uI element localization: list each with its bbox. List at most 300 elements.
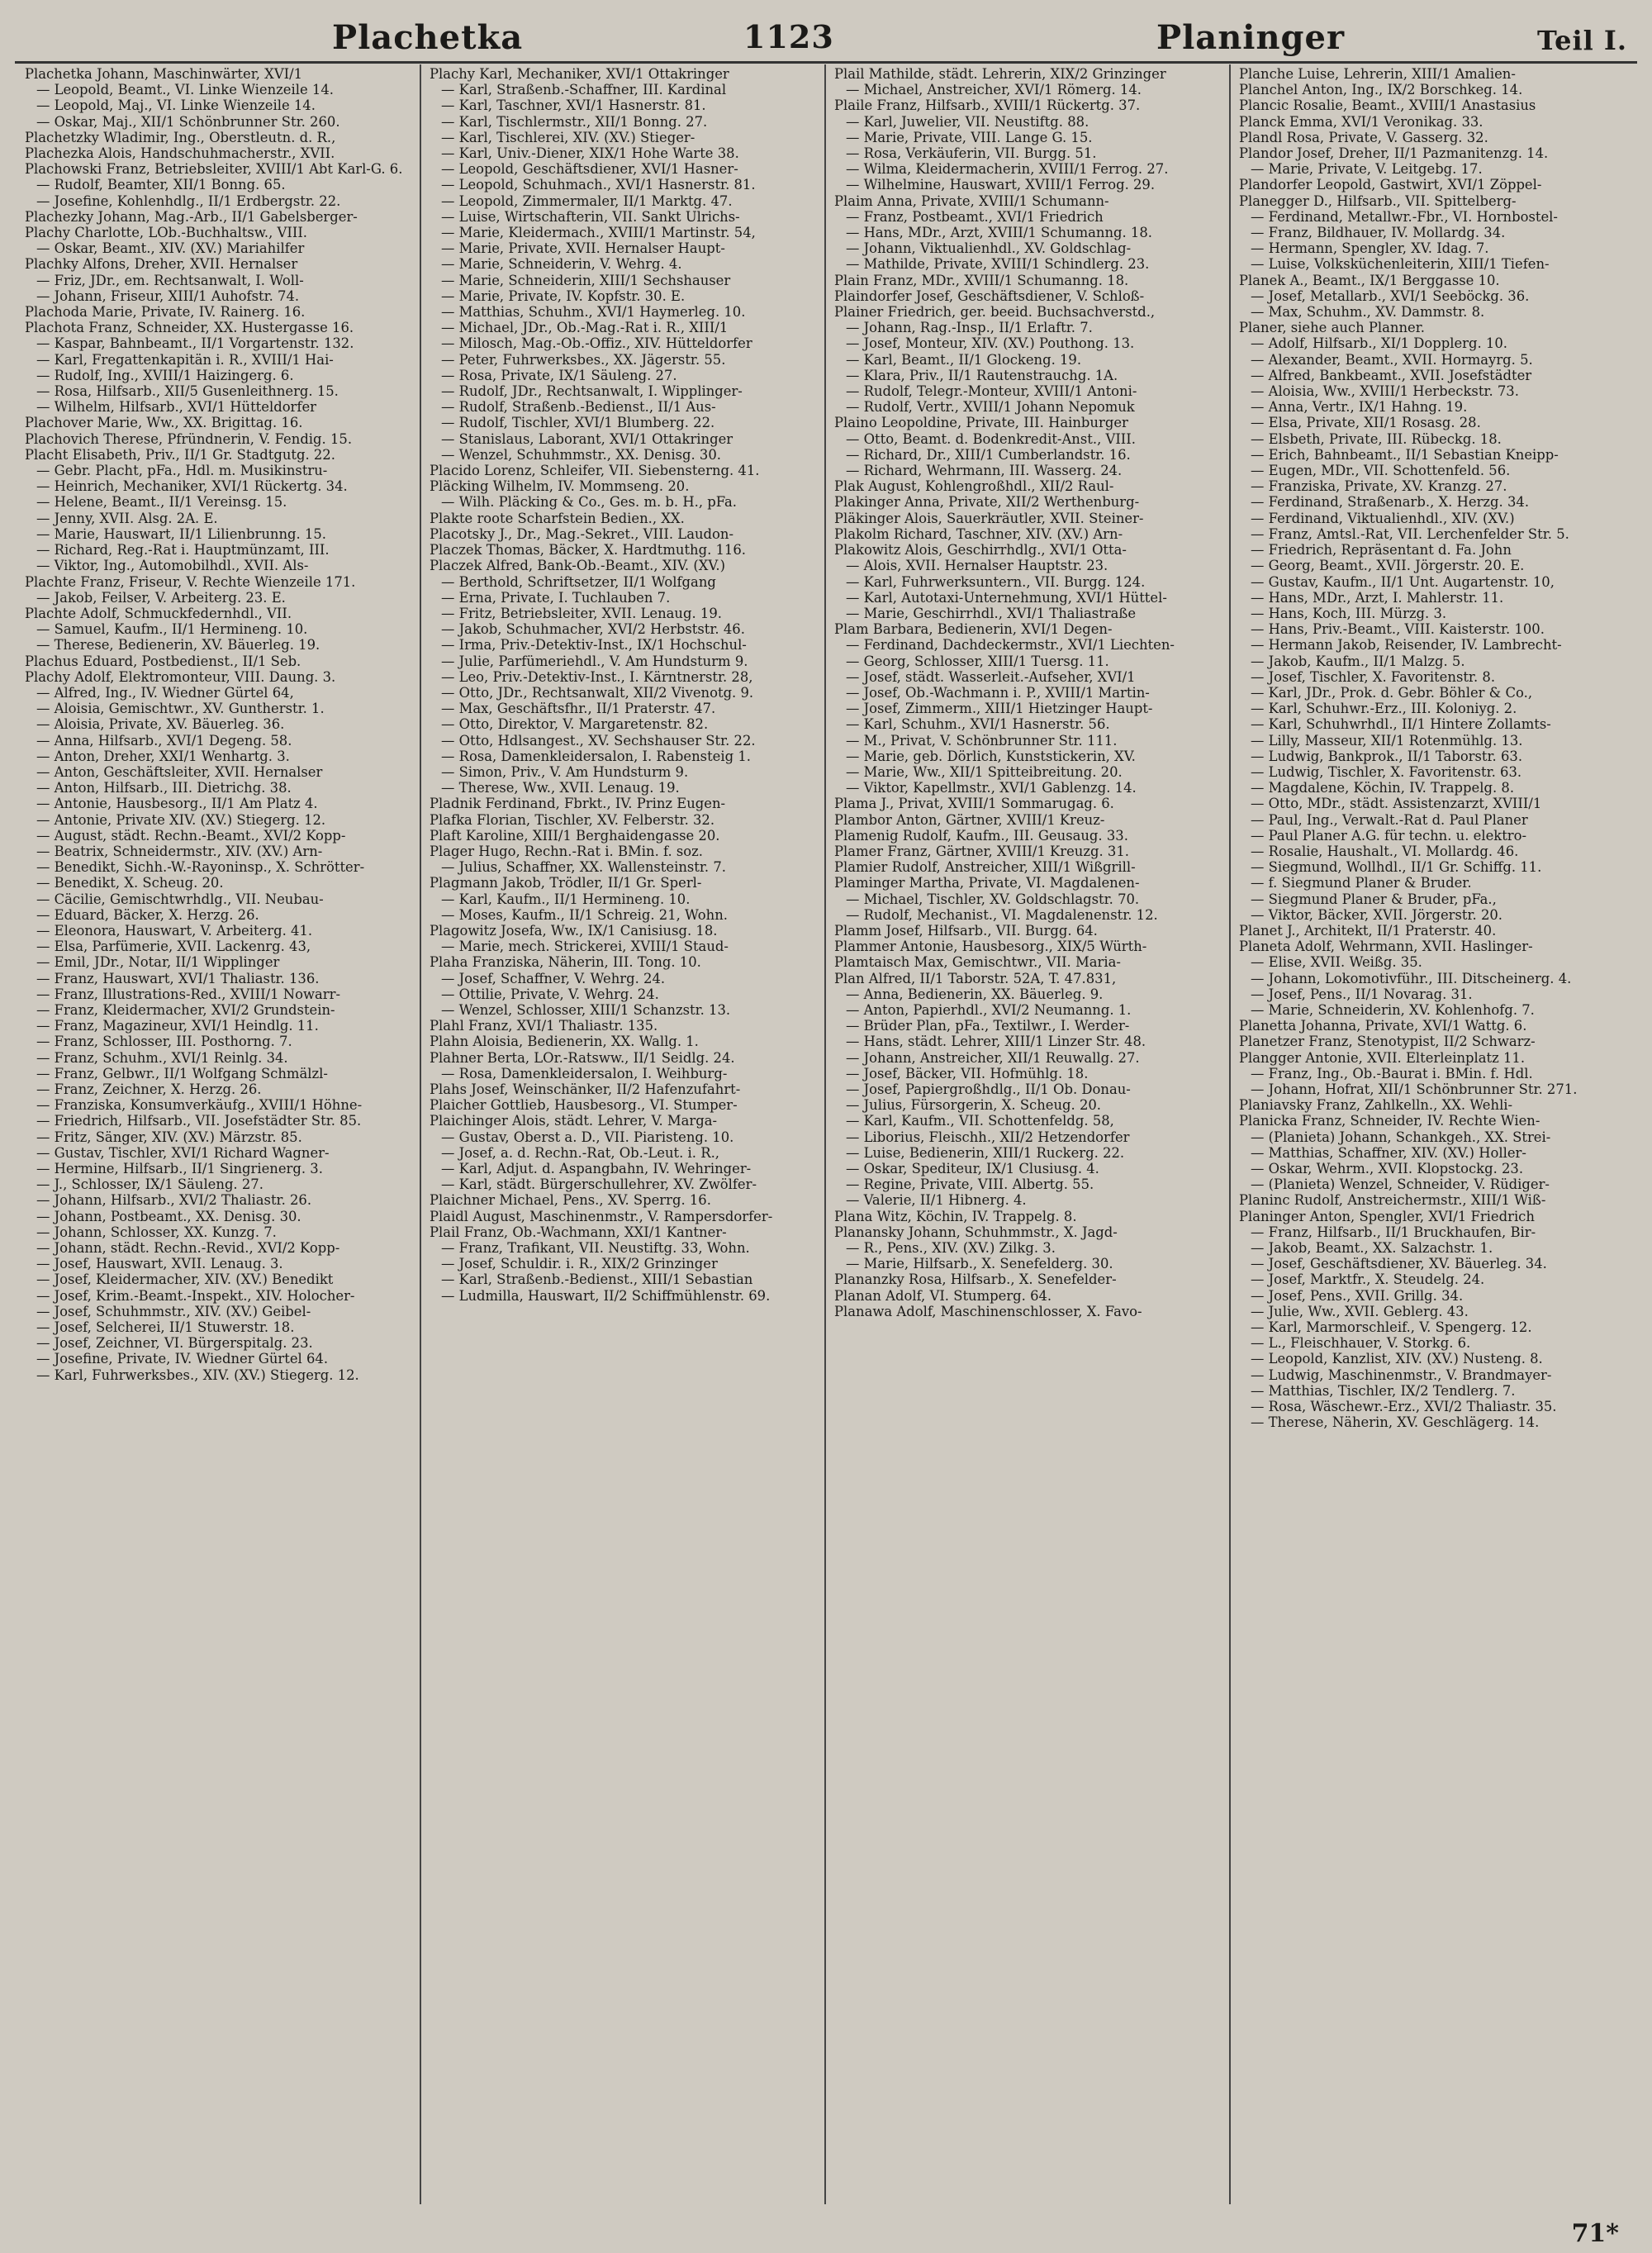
directory-entry: — Jakob, Beamt., XX. Salzachstr. 1. xyxy=(1251,1240,1493,1257)
directory-entry: — M., Privat, V. Schönbrunner Str. 111. xyxy=(846,732,1118,749)
directory-entry: — Hermann, Spengler, XV. Idag. 7. xyxy=(1251,240,1489,257)
directory-entry: Plain Franz, MDr., XVIII/1 Schumanng. 18. xyxy=(834,272,1129,288)
directory-entry: — Julius, Schaffner, XX. Wallensteinstr. 7. xyxy=(441,859,726,876)
directory-entry: — Marie, Schneiderin, XV. Kohlenhofg. 7. xyxy=(1251,1001,1535,1018)
column-divider xyxy=(420,64,421,2204)
directory-entry: — Rudolf, Tischler, XVI/1 Blumberg. 22. xyxy=(441,415,715,431)
directory-entry: — Matthias, Schaffner, XIV. (XV.) Holler- xyxy=(1251,1144,1526,1161)
directory-entry: Placzek Alfred, Bank-Ob.-Beamt., XIV. (XV.) xyxy=(430,558,725,574)
directory-entry: — Georg, Schlosser, XIII/1 Tuersg. 11. xyxy=(846,653,1109,669)
directory-entry: — Simon, Priv., V. Am Hundsturm 9. xyxy=(441,763,689,780)
directory-entry: — Rosalie, Haushalt., VI. Mollardg. 46. xyxy=(1251,843,1519,859)
directory-entry: Plangger Antonie, XVII. Elterleinplatz 11. xyxy=(1239,1049,1526,1066)
directory-entry: — Oskar, Wehrm., XVII. Klopstockg. 23. xyxy=(1251,1161,1524,1177)
directory-entry: — Hans, städt. Lehrer, XIII/1 Linzer Str. 48. xyxy=(846,1034,1146,1050)
directory-entry: — Franz, Bildhauer, IV. Mollardg. 34. xyxy=(1251,225,1506,241)
directory-entry: — Anton, Geschäftsleiter, XVII. Hernalser xyxy=(36,763,323,780)
directory-entry: Plager Hugo, Rechn.-Rat i. BMin. f. soz. xyxy=(430,843,704,859)
directory-entry: Planche Luise, Lehrerin, XIII/1 Amalien- xyxy=(1239,66,1516,82)
directory-entry: — Franz, Kleidermacher, XVI/2 Grundstein- xyxy=(36,1001,335,1018)
directory-entry: — Franz, Gelbwr., II/1 Wolfgang Schmälzl- xyxy=(36,1065,328,1081)
directory-entry: — Josef, Hauswart, XVII. Lenaug. 3. xyxy=(36,1256,283,1272)
directory-entry: Plachezky Johann, Mag.-Arb., II/1 Gabelsberger- xyxy=(25,208,358,225)
directory-entry: Plammer Antonie, Hausbesorg., XIX/5 Würth- xyxy=(834,939,1147,955)
directory-entry: — Richard, Reg.-Rat i. Hauptmünzamt, III. xyxy=(36,542,330,558)
directory-entry: — Jenny, XVII. Alsg. 2A. E. xyxy=(36,510,218,526)
directory-entry: Plambor Anton, Gärtner, XVIII/1 Kreuz- xyxy=(834,811,1105,828)
directory-entry: — Franz, Hauswart, XVI/1 Thaliastr. 136. xyxy=(36,970,320,986)
directory-entry: — Ludwig, Bankprok., II/1 Taborstr. 63. xyxy=(1251,748,1523,764)
directory-entry: — Johann, Friseur, XIII/1 Auhofstr. 74. xyxy=(36,288,300,304)
directory-entry: — Josef, Ob.-Wachmann i. P., XVIII/1 Martin- xyxy=(846,684,1150,701)
part-label: Teil I. xyxy=(1536,25,1627,56)
directory-entry: — Aloisia, Ww., XVIII/1 Herbeckstr. 73. xyxy=(1251,383,1519,400)
directory-entry: Planiavsky Franz, Zahlkelln., XX. Wehli- xyxy=(1239,1097,1513,1114)
directory-entry: Plamenig Rudolf, Kaufm., III. Geusaug. 33. xyxy=(834,827,1128,844)
directory-entry: — Siegmund Planer & Bruder, pFa., xyxy=(1251,891,1497,907)
directory-entry: Plaft Karoline, XIII/1 Berghaidengasse 20. xyxy=(430,827,720,844)
directory-entry: — Rudolf, Vertr., XVIII/1 Johann Nepomuk xyxy=(846,399,1135,416)
directory-entry: — Josef, Kleidermacher, XIV. (XV.) Benedikt xyxy=(36,1271,334,1288)
directory-entry: Plaha Franziska, Näherin, III. Tong. 10. xyxy=(430,954,701,971)
directory-entry: — Leo, Priv.-Detektiv-Inst., I. Kärntnerstr. 28, xyxy=(441,668,753,685)
directory-entry: Plail Mathilde, städt. Lehrerin, XIX/2 Grinzinger xyxy=(834,66,1166,82)
directory-entry: — Regine, Private, VIII. Albertg. 55. xyxy=(846,1176,1094,1193)
directory-entry: — Magdalene, Köchin, IV. Trappelg. 8. xyxy=(1251,780,1515,796)
directory-entry: Plagmann Jakob, Trödler, II/1 Gr. Sperl- xyxy=(430,875,702,891)
directory-entry: — Hermann Jakob, Reisender, IV. Lambrecht- xyxy=(1251,637,1562,654)
directory-entry: — Max, Geschäftsfhr., II/1 Praterstr. 47. xyxy=(441,701,716,717)
directory-entry: Plachy Charlotte, LOb.-Buchhaltsw., VIII. xyxy=(25,225,308,241)
directory-entry: — Josefine, Kohlenhdlg., II/1 Erdbergstr. 22. xyxy=(36,193,341,209)
directory-entry: — Therese, Bedienerin, XV. Bäuerleg. 19. xyxy=(36,637,320,654)
directory-entry: — Cäcilie, Gemischtwrhdlg., VII. Neubau- xyxy=(36,891,324,907)
directory-entry: Plaidl August, Maschinenmstr., V. Rampersdorfer- xyxy=(430,1208,773,1224)
directory-entry: — Leopold, Beamt., VI. Linke Wienzeile 14. xyxy=(36,82,334,98)
directory-entry: — Rosa, Damenkleidersalon, I. Weihburg- xyxy=(441,1065,728,1081)
directory-entry: — Franz, Amtsl.-Rat, VII. Lerchenfelder Str. 5. xyxy=(1251,525,1569,542)
directory-entry: Pläkinger Alois, Sauerkräutler, XVII. Steiner- xyxy=(834,510,1144,526)
directory-entry: Plahs Josef, Weinschänker, II/2 Hafenzufahrt- xyxy=(430,1081,741,1097)
directory-entry: — Luise, Bedienerin, XIII/1 Ruckerg. 22. xyxy=(846,1144,1125,1161)
directory-entry: — Otto, JDr., Rechtsanwalt, XII/2 Vivenotg. 9. xyxy=(441,684,754,701)
directory-entry: — Johann, Viktualienhdl., XV. Goldschlag- xyxy=(846,240,1132,257)
directory-entry: — Josef, Zeichner, VI. Bürgerspitalg. 23. xyxy=(36,1335,313,1352)
directory-entry: Plachy Adolf, Elektromonteur, VIII. Daung. 3. xyxy=(25,668,336,685)
directory-entry: — Anna, Bedienerin, XX. Bäuerleg. 9. xyxy=(846,986,1104,1002)
directory-entry: — Friedrich, Repräsentant d. Fa. John xyxy=(1251,542,1512,558)
directory-entry: — Franz, Magazineur, XVI/1 Heindlg. 11. xyxy=(36,1018,319,1034)
directory-entry: — Oskar, Maj., XII/1 Schönbrunner Str. 260. xyxy=(36,113,340,130)
directory-entry: — Irma, Priv.-Detektiv-Inst., IX/1 Hochschul- xyxy=(441,637,747,654)
directory-entry: — Ludwig, Maschinenmstr., V. Brandmayer- xyxy=(1251,1367,1552,1383)
directory-entry: Plachetzky Wladimir, Ing., Oberstleutn. d. R., xyxy=(25,129,336,145)
directory-entry: Planer, siehe auch Planner. xyxy=(1239,320,1425,336)
directory-entry: — Jakob, Feilser, V. Arbeiterg. 23. E. xyxy=(36,589,286,606)
directory-entry: — Siegmund, Wollhdl., II/1 Gr. Schiffg. 11. xyxy=(1251,859,1542,876)
directory-entry: — Jakob, Kaufm., II/1 Malzg. 5. xyxy=(1251,653,1465,669)
directory-entry: — Ludwig, Tischler, X. Favoritenstr. 63. xyxy=(1251,763,1522,780)
directory-entry: — Ferdinand, Viktualienhdl., XIV. (XV.) xyxy=(1251,510,1515,526)
directory-entry: — Rudolf, Mechanist., VI. Magdalenenstr. 12. xyxy=(846,906,1158,923)
directory-entry: Planan Adolf, VI. Stumperg. 64. xyxy=(834,1287,1052,1304)
directory-entry: — Karl, Straßenb.-Schaffner, III. Kardinal xyxy=(441,82,727,98)
directory-entry: — Karl, Fuhrwerksbes., XIV. (XV.) Stiegerg. 12. xyxy=(36,1367,359,1383)
directory-entry: Planetzer Franz, Stenotypist, II/2 Schwarz- xyxy=(1239,1034,1536,1050)
directory-entry: Placido Lorenz, Schleifer, VII. Siebensterng. 41. xyxy=(430,463,760,479)
directory-entry: — Erna, Private, I. Tuchlauben 7. xyxy=(441,589,671,606)
directory-entry: Planck Emma, XVI/1 Veronikag. 33. xyxy=(1239,113,1483,130)
directory-entry: — Hans, MDr., Arzt, I. Mahlerstr. 11. xyxy=(1251,589,1504,606)
directory-entry: Plachte Franz, Friseur, V. Rechte Wienzeile 171. xyxy=(25,573,356,590)
directory-entry: — Anna, Vertr., IX/1 Hahng. 19. xyxy=(1251,399,1468,416)
directory-entry: — Beatrix, Schneidermstr., XIV. (XV.) Arn- xyxy=(36,843,323,859)
directory-entry: Pläcking Wilhelm, IV. Mommseng. 20. xyxy=(430,478,690,495)
directory-entry: — Johann, Rag.-Insp., II/1 Erlaftr. 7. xyxy=(846,320,1093,336)
directory-entry: Plaichinger Alois, städt. Lehrer, V. Marga- xyxy=(430,1113,718,1129)
directory-column-3 xyxy=(834,66,1224,2198)
directory-entry: — Franz, Illustrations-Red., XVIII/1 Nowarr- xyxy=(36,986,340,1002)
directory-entry: Plandor Josef, Dreher, II/1 Pazmanitenzg. 14. xyxy=(1239,145,1549,162)
directory-entry: — Lilly, Masseur, XII/1 Rotenmühlg. 13. xyxy=(1251,732,1523,749)
directory-entry: Plandorfer Leopold, Gastwirt, XVI/1 Zöppel- xyxy=(1239,177,1542,193)
directory-entry: — Rudolf, Telegr.-Monteur, XVIII/1 Antoni- xyxy=(846,383,1137,400)
directory-entry: — Max, Schuhm., XV. Dammstr. 8. xyxy=(1251,304,1485,321)
directory-entry: — Marie, geb. Dörlich, Kunststickerin, XV. xyxy=(846,748,1136,764)
directory-entry: — Paul, Ing., Verwalt.-Rat d. Paul Planer xyxy=(1251,811,1528,828)
directory-entry: Plaindorfer Josef, Geschäftsdiener, V. Schloß- xyxy=(834,288,1145,304)
directory-entry: — Ferdinand, Metallwr.-Fbr., VI. Hornbostel- xyxy=(1251,208,1558,225)
directory-entry: — Josef, Pens., XVII. Grillg. 34. xyxy=(1251,1287,1464,1304)
running-head-first-entry: Plachetka xyxy=(332,18,524,57)
directory-entry: — Viktor, Bäcker, XVII. Jörgerstr. 20. xyxy=(1251,906,1503,923)
directory-entry: — Karl, Taschner, XVI/1 Hasnerstr. 81. xyxy=(441,97,706,114)
directory-entry: — Matthias, Schuhm., XVI/1 Haymerleg. 10. xyxy=(441,304,746,321)
directory-entry: — Hans, Priv.-Beamt., VIII. Kaisterstr. 100. xyxy=(1251,621,1545,638)
page-signature: 71* xyxy=(1571,2219,1619,2248)
directory-entry: — Anna, Hilfsarb., XVI/1 Degeng. 58. xyxy=(36,732,292,749)
directory-entry: — Rudolf, JDr., Rechtsanwalt, I. Wipplinger- xyxy=(441,383,743,400)
directory-entry: Plaino Leopoldine, Private, III. Hainburger xyxy=(834,415,1128,431)
directory-entry: — Otto, Hdlsangest., XV. Sechshauser Str. 22. xyxy=(441,732,756,749)
directory-entry: Plagowitz Josefa, Ww., IX/1 Canisiusg. 18. xyxy=(430,922,718,939)
directory-entry: — Viktor, Kapellmstr., XVI/1 Gablenzg. 14. xyxy=(846,780,1137,796)
directory-entry: — Josef, Schaffner, V. Wehrg. 24. xyxy=(441,970,666,986)
directory-entry: Plaicher Gottlieb, Hausbesorg., VI. Stumper- xyxy=(430,1097,738,1114)
directory-entry: Plaichner Michael, Pens., XV. Sperrg. 16. xyxy=(430,1192,711,1209)
directory-entry: — Alfred, Ing., IV. Wiedner Gürtel 64, xyxy=(36,684,294,701)
directory-entry: Pladnik Ferdinand, Fbrkt., IV. Prinz Eugen- xyxy=(430,796,726,812)
directory-entry: — Oskar, Spediteur, IX/1 Clusiusg. 4. xyxy=(846,1161,1099,1177)
directory-entry: Plancic Rosalie, Beamt., XVIII/1 Anastasius xyxy=(1239,97,1536,114)
directory-entry: — Julie, Ww., XVII. Geblerg. 43. xyxy=(1251,1303,1469,1319)
directory-entry: Plaile Franz, Hilfsarb., XVIII/1 Rückertg. 37. xyxy=(834,97,1141,114)
directory-entry: — Aloisia, Private, XV. Bäuerleg. 36. xyxy=(36,716,285,733)
directory-entry: — Hans, Koch, III. Mürzg. 3. xyxy=(1251,605,1447,621)
directory-entry: — Friedrich, Hilfsarb., VII. Josefstädter Str. 85. xyxy=(36,1113,362,1129)
directory-entry: — Berthold, Schriftsetzer, II/1 Wolfgang xyxy=(441,573,716,590)
directory-entry: — Rosa, Hilfsarb., XII/5 Gusenleithnerg. 15. xyxy=(36,383,339,400)
directory-entry: Plachky Alfons, Dreher, XVII. Hernalser xyxy=(25,256,298,273)
directory-entry: — Eleonora, Hauswart, V. Arbeiterg. 41. xyxy=(36,922,313,939)
directory-entry: Plakolm Richard, Taschner, XIV. (XV.) Arn- xyxy=(834,525,1123,542)
directory-entry: — Rudolf, Ing., XVIII/1 Haizingerg. 6. xyxy=(36,367,294,383)
directory-entry: Plachy Karl, Mechaniker, XVI/1 Ottakringer xyxy=(430,66,729,82)
column-divider xyxy=(1229,64,1231,2204)
directory-entry: — Hans, MDr., Arzt, XVIII/1 Schumanng. 18. xyxy=(846,225,1152,241)
directory-entry: — Alfred, Bankbeamt., XVII. Josefstädter xyxy=(1251,367,1532,383)
directory-entry: — Hermine, Hilfsarb., II/1 Singrienerg. 3. xyxy=(36,1161,323,1177)
directory-entry: — Brüder Plan, pFa., Textilwr., I. Werder- xyxy=(846,1018,1130,1034)
directory-entry: Plam Barbara, Bedienerin, XVI/1 Degen- xyxy=(834,621,1113,638)
directory-entry: — Josef, städt. Wasserleit.-Aufseher, XVI/1 xyxy=(846,668,1136,685)
directory-entry: — Helene, Beamt., II/1 Vereinsg. 15. xyxy=(36,494,287,511)
directory-entry: Plainer Friedrich, ger. beeid. Buchsachverstd., xyxy=(834,304,1156,321)
directory-entry: Plan Alfred, II/1 Taborstr. 52A, T. 47.831, xyxy=(834,970,1117,986)
directory-entry: — Josef, Geschäftsdiener, XV. Bäuerleg. 34. xyxy=(1251,1256,1547,1272)
directory-entry: — Viktor, Ing., Automobilhdl., XVII. Als- xyxy=(36,558,309,574)
directory-entry: Planet J., Architekt, II/1 Praterstr. 40. xyxy=(1239,922,1497,939)
directory-entry: — Marie, Geschirrhdl., XVI/1 Thaliastraße xyxy=(846,605,1137,621)
directory-entry: — Gustav, Kaufm., II/1 Unt. Augartenstr. 10, xyxy=(1251,573,1555,590)
directory-entry: — Franz, Zeichner, X. Herzg. 26. xyxy=(36,1081,262,1097)
directory-entry: — Michael, Anstreicher, XVI/1 Römerg. 14. xyxy=(846,82,1142,98)
directory-entry: — Jakob, Schuhmacher, XVI/2 Herbststr. 46. xyxy=(441,621,745,638)
directory-entry: Planetta Johanna, Private, XVI/1 Wattg. 6. xyxy=(1239,1018,1527,1034)
directory-entry: — Josef, Selcherei, II/1 Stuwerstr. 18. xyxy=(36,1319,295,1336)
directory-entry: — Karl, Kaufm., II/1 Hermineng. 10. xyxy=(441,891,691,907)
directory-entry: — Elsbeth, Private, III. Rübeckg. 18. xyxy=(1251,430,1502,447)
directory-entry: — Elsa, Parfümerie, XVII. Lackenrg. 43, xyxy=(36,939,311,955)
directory-entry: — Johann, Postbeamt., XX. Denisg. 30. xyxy=(36,1208,301,1224)
directory-entry: — Adolf, Hilfsarb., XI/1 Dopplerg. 10. xyxy=(1251,335,1507,352)
directory-entry: — Julius, Fürsorgerin, X. Scheug. 20. xyxy=(846,1097,1102,1114)
directory-entry: — Gustav, Tischler, XVI/1 Richard Wagner- xyxy=(36,1144,330,1161)
directory-entry: — Wenzel, Schuhmmstr., XX. Denisg. 30. xyxy=(441,446,721,463)
directory-entry: — Mathilde, Private, XVIII/1 Schindlerg. 23. xyxy=(846,256,1150,273)
directory-entry: — Therese, Näherin, XV. Geschlägerg. 14. xyxy=(1251,1414,1540,1431)
directory-entry: Plamtaisch Max, Gemischtwr., VII. Maria- xyxy=(834,954,1121,971)
directory-entry: — Marie, Private, XVII. Hernalser Haupt- xyxy=(441,240,725,257)
directory-entry: — Fritz, Sänger, XIV. (XV.) Märzstr. 85. xyxy=(36,1129,302,1145)
column-divider xyxy=(824,64,826,2204)
directory-entry: — Josefine, Private, IV. Wiedner Gürtel 64. xyxy=(36,1351,329,1367)
directory-column-1 xyxy=(25,66,415,2198)
directory-entry: — Paul Planer A.G. für techn. u. elektro- xyxy=(1251,827,1527,844)
directory-entry: — Karl, Kaufm., VII. Schottenfeldg. 58, xyxy=(846,1113,1114,1129)
directory-entry: Plahn Aloisia, Bedienerin, XX. Wallg. 1. xyxy=(430,1034,699,1050)
directory-entry: — Ottilie, Private, V. Wehrg. 24. xyxy=(441,986,659,1002)
directory-entry: Plachezka Alois, Handschuhmacherstr., XVII. xyxy=(25,145,335,162)
directory-entry: — Richard, Dr., XIII/1 Cumberlandstr. 16. xyxy=(846,446,1131,463)
directory-entry: — Karl, Tischlermstr., XII/1 Bonng. 27. xyxy=(441,113,708,130)
directory-entry: — Emil, JDr., Notar, II/1 Wipplinger xyxy=(36,954,280,971)
directory-entry: — Benedikt, Sichh.-W.-Rayoninsp., X. Schrötter- xyxy=(36,859,365,876)
directory-entry: — Karl, Univ.-Diener, XIX/1 Hohe Warte 38. xyxy=(441,145,739,162)
directory-entry: — Karl, Straßenb.-Bedienst., XIII/1 Sebastian xyxy=(441,1271,753,1288)
directory-entry: — Benedikt, X. Scheug. 20. xyxy=(36,875,224,891)
directory-entry: Plachota Franz, Schneider, XX. Hustergasse 16. xyxy=(25,320,354,336)
directory-entry: — Erich, Bahnbeamt., II/1 Sebastian Kneipp- xyxy=(1251,446,1559,463)
directory-entry: — Josef, Tischler, X. Favoritenstr. 8. xyxy=(1251,668,1496,685)
directory-entry: Plachoda Marie, Private, IV. Rainerg. 16. xyxy=(25,304,306,321)
directory-entry: — (Planieta) Wenzel, Schneider, V. Rüdiger- xyxy=(1251,1176,1550,1193)
directory-entry: — Liborius, Fleischh., XII/2 Hetzendorfer xyxy=(846,1129,1130,1145)
directory-entry: — Ferdinand, Dachdeckermstr., XVI/1 Liechten- xyxy=(846,637,1175,654)
directory-entry: Planek A., Beamt., IX/1 Berggasse 10. xyxy=(1239,272,1500,288)
directory-entry: Planeta Adolf, Wehrmann, XVII. Haslinger- xyxy=(1239,939,1533,955)
directory-entry: — Luise, Volksküchenleiterin, XIII/1 Tiefen- xyxy=(1251,256,1550,273)
directory-entry: — Josef, a. d. Rechn.-Rat, Ob.-Leut. i. R., xyxy=(441,1144,719,1161)
directory-entry: — (Planieta) Johann, Schankgeh., XX. Strei- xyxy=(1251,1129,1551,1145)
directory-entry: — Eduard, Bäcker, X. Herzg. 26. xyxy=(36,906,259,923)
directory-entry: — Rosa, Verkäuferin, VII. Burgg. 51. xyxy=(846,145,1097,162)
running-head-last-entry: Planinger xyxy=(1156,18,1346,57)
directory-entry: — Wenzel, Schlosser, XIII/1 Schanzstr. 13. xyxy=(441,1001,731,1018)
directory-entry: — Leopold, Maj., VI. Linke Wienzeile 14. xyxy=(36,97,316,114)
directory-entry: — Karl, Schuhwrhdl., II/1 Hintere Zollamts- xyxy=(1251,716,1551,733)
directory-entry: — Ludmilla, Hauswart, II/2 Schiffmühlenstr. 69. xyxy=(441,1287,771,1304)
directory-entry: Plachowski Franz, Betriebsleiter, XVIII/1 Abt Karl-G. 6. xyxy=(25,161,403,178)
directory-entry: — Elise, XVII. Weißg. 35. xyxy=(1251,954,1422,971)
directory-entry: Plafka Florian, Tischler, XV. Felberstr. 32. xyxy=(430,811,715,828)
directory-entry: — Antonie, Hausbesorg., II/1 Am Platz 4. xyxy=(36,796,318,812)
directory-entry: — Rosa, Damenkleidersalon, I. Rabensteig 1. xyxy=(441,748,751,764)
directory-entry: — Friz, JDr., em. Rechtsanwalt, I. Woll- xyxy=(36,272,304,288)
directory-entry: — Therese, Ww., XVII. Lenaug. 19. xyxy=(441,780,680,796)
directory-entry: Plana Witz, Köchin, IV. Trappelg. 8. xyxy=(834,1208,1077,1224)
directory-entry: — Moses, Kaufm., II/1 Schreig. 21, Wohn. xyxy=(441,906,728,923)
directory-entry: — Marie, Ww., XII/1 Spitteibreitung. 20. xyxy=(846,763,1123,780)
directory-entry: — Marie, Private, VIII. Lange G. 15. xyxy=(846,129,1093,145)
directory-entry: — Josef, Schuldir. i. R., XIX/2 Grinzinger xyxy=(441,1256,718,1272)
directory-entry: — Richard, Wehrmann, III. Wasserg. 24. xyxy=(846,463,1123,479)
directory-entry: — L., Fleischhauer, V. Storkg. 6. xyxy=(1251,1335,1471,1352)
directory-entry: — Karl, Juwelier, VII. Neustiftg. 88. xyxy=(846,113,1089,130)
directory-entry: — Milosch, Mag.-Ob.-Offiz., XIV. Hütteldorfer xyxy=(441,335,752,352)
directory-entry: — Luise, Wirtschafterin, VII. Sankt Ulrichs- xyxy=(441,208,740,225)
directory-entry: — Leopold, Geschäftsdiener, XVI/1 Hasner- xyxy=(441,161,738,178)
directory-entry: Plama J., Privat, XVIII/1 Sommarugag. 6. xyxy=(834,796,1114,812)
directory-entry: — Rosa, Private, IX/1 Säuleng. 27. xyxy=(441,367,677,383)
directory-entry: — Michael, JDr., Ob.-Mag.-Rat i. R., XIII/1 xyxy=(441,320,729,336)
directory-entry: — R., Pens., XIV. (XV.) Zilkg. 3. xyxy=(846,1240,1056,1257)
directory-entry: Planinc Rudolf, Anstreichermstr., XIII/1 Wiß- xyxy=(1239,1192,1546,1209)
directory-entry: Plamm Josef, Hilfsarb., VII. Burgg. 64. xyxy=(834,922,1098,939)
directory-entry: — Ferdinand, Straßenarb., X. Herzg. 34. xyxy=(1251,494,1530,511)
directory-entry: — Gebr. Placht, pFa., Hdl. m. Musikinstru- xyxy=(36,463,328,479)
directory-entry: — Otto, MDr., städt. Assistenzarzt, XVIII/1 xyxy=(1251,796,1542,812)
directory-entry: — Marie, Schneiderin, XIII/1 Sechshauser xyxy=(441,272,731,288)
directory-entry: — Josef, Metallarb., XVI/1 Seeböckg. 36. xyxy=(1251,288,1530,304)
directory-entry: Placht Elisabeth, Priv., II/1 Gr. Stadtgutg. 22. xyxy=(25,446,335,463)
directory-entry: — Leopold, Schuhmach., XVI/1 Hasnerstr. 81. xyxy=(441,177,756,193)
directory-entry: — Franziska, Private, XV. Kranzg. 27. xyxy=(1251,478,1507,495)
directory-entry: — Anton, Hilfsarb., III. Dietrichg. 38. xyxy=(36,780,292,796)
directory-entry: — Oskar, Beamt., XIV. (XV.) Mariahilfer xyxy=(36,240,305,257)
directory-entry: — Wilh. Pläcking & Co., Ges. m. b. H., pFa. xyxy=(441,494,737,511)
directory-entry: Plakowitz Alois, Geschirrhdlg., XVI/1 Otta- xyxy=(834,542,1127,558)
directory-entry: — Anton, Papierhdl., XVI/2 Neumanng. 1. xyxy=(846,1001,1132,1018)
directory-entry: — Wilma, Kleidermacherin, XVIII/1 Ferrog. 27. xyxy=(846,161,1169,178)
directory-entry: — Franz, Ing., Ob.-Baurat i. BMin. f. Hdl. xyxy=(1251,1065,1533,1081)
directory-entry: Plaminger Martha, Private, VI. Magdalenen- xyxy=(834,875,1140,891)
directory-entry: Plak August, Kohlengroßhdl., XII/2 Raul- xyxy=(834,478,1114,495)
directory-entry: — Marie, Kleidermach., XVIII/1 Martinstr. 54, xyxy=(441,225,756,241)
directory-entry: — Julie, Parfümeriehdl., V. Am Hundsturm 9. xyxy=(441,653,748,669)
directory-entry: — Josef, Schuhmmstr., XIV. (XV.) Geibel- xyxy=(36,1303,311,1319)
directory-column-4 xyxy=(1239,66,1629,2198)
directory-entry: Plamier Rudolf, Anstreicher, XIII/1 Wißgrill- xyxy=(834,859,1136,876)
directory-entry: — Eugen, MDr., VII. Schottenfeld. 56. xyxy=(1251,463,1511,479)
directory-entry: Plakinger Anna, Private, XII/2 Werthenburg- xyxy=(834,494,1140,511)
directory-entry: — Georg, Beamt., XVII. Jörgerstr. 20. E. xyxy=(1251,558,1525,574)
directory-entry: — Karl, städt. Bürgerschullehrer, XV. Zwölfer- xyxy=(441,1176,757,1193)
directory-entry: — Karl, Beamt., II/1 Glockeng. 19. xyxy=(846,351,1082,368)
directory-entry: Planegger D., Hilfsarb., VII. Spittelberg- xyxy=(1239,193,1517,209)
directory-entry: — Otto, Direktor, V. Margaretenstr. 82. xyxy=(441,716,709,733)
directory-entry: Plachover Marie, Ww., XX. Brigittag. 16. xyxy=(25,415,303,431)
directory-entry: — Klara, Priv., II/1 Rautenstrauchg. 1A. xyxy=(846,367,1118,383)
directory-entry: — Marie, Private, V. Leitgebg. 17. xyxy=(1251,161,1483,178)
directory-entry: Planchel Anton, Ing., IX/2 Borschkeg. 14. xyxy=(1239,82,1523,98)
directory-entry: Planansky Johann, Schuhmmstr., X. Jagd- xyxy=(834,1224,1118,1240)
directory-entry: — Marie, Schneiderin, V. Wehrg. 4. xyxy=(441,256,682,273)
directory-entry: — Marie, mech. Strickerei, XVIII/1 Staud- xyxy=(441,939,729,955)
directory-entry: — Samuel, Kaufm., II/1 Hermineng. 10. xyxy=(36,621,308,638)
directory-entry: — Josef, Papiergroßhdlg., II/1 Ob. Donau- xyxy=(846,1081,1131,1097)
directory-entry: — Karl, Fregattenkapitän i. R., XVIII/1 Hai- xyxy=(36,351,334,368)
directory-entry: — Stanislaus, Laborant, XVI/1 Ottakringer xyxy=(441,430,733,447)
directory-entry: — Franz, Schlosser, III. Posthorng. 7. xyxy=(36,1034,292,1050)
directory-entry: — Valerie, II/1 Hibnerg. 4. xyxy=(846,1192,1027,1209)
directory-entry: — Michael, Tischler, XV. Goldschlagstr. 70. xyxy=(846,891,1140,907)
directory-entry: — Franz, Postbeamt., XVI/1 Friedrich xyxy=(846,208,1104,225)
directory-entry: — Aloisia, Gemischtwr., XV. Guntherstr. 1. xyxy=(36,701,325,717)
directory-entry: — Franz, Trafikant, VII. Neustiftg. 33, Wohn. xyxy=(441,1240,750,1257)
directory-entry: — Karl, Marmorschleif., V. Spengerg. 12. xyxy=(1251,1319,1532,1336)
directory-entry: — f. Siegmund Planer & Bruder. xyxy=(1251,875,1472,891)
directory-entry: — Josef, Marktfr., X. Steudelg. 24. xyxy=(1251,1271,1485,1288)
directory-entry: — J., Schlosser, IX/1 Säuleng. 27. xyxy=(36,1176,263,1193)
directory-entry: — Otto, Beamt. d. Bodenkredit-Anst., VIII. xyxy=(846,430,1136,447)
directory-entry: — Marie, Hilfsarb., X. Senefelderg. 30. xyxy=(846,1256,1113,1272)
directory-entry: — Elsa, Private, XII/1 Rosasg. 28. xyxy=(1251,415,1481,431)
directory-entry: — Karl, Adjut. d. Aspangbahn, IV. Wehringer- xyxy=(441,1161,752,1177)
directory-entry: — Franziska, Konsumverkäufg., XVIII/1 Höhne- xyxy=(36,1097,363,1114)
directory-entry: — Karl, JDr., Prok. d. Gebr. Böhler & Co., xyxy=(1251,684,1533,701)
directory-entry: Planicka Franz, Schneider, IV. Rechte Wien- xyxy=(1239,1113,1540,1129)
directory-entry: Plakte roote Scharfstein Bedien., XX. xyxy=(430,510,685,526)
directory-entry: — Antonie, Private XIV. (XV.) Stiegerg. 12. xyxy=(36,811,326,828)
directory-entry: — Josef, Bäcker, VII. Hofmühlg. 18. xyxy=(846,1065,1089,1081)
directory-entry: Placotsky J., Dr., Mag.-Sekret., VIII. Laudon- xyxy=(430,525,733,542)
directory-entry: — Karl, Autotaxi-Unternehmung, XVI/1 Hüttel- xyxy=(846,589,1167,606)
directory-entry: — Matthias, Tischler, IX/2 Tendlerg. 7. xyxy=(1251,1382,1516,1399)
header-rule xyxy=(15,61,1637,64)
directory-entry: Plahner Berta, LOr.-Ratsww., II/1 Seidlg. 24. xyxy=(430,1049,735,1066)
directory-entry: — Peter, Fuhrwerksbes., XX. Jägerstr. 55. xyxy=(441,351,726,368)
directory-entry: Plandl Rosa, Private, V. Gasserg. 32. xyxy=(1239,129,1488,145)
directory-entry: — Josef, Monteur, XIV. (XV.) Pouthong. 13. xyxy=(846,335,1135,352)
directory-entry: — Alois, XVII. Hernalser Hauptstr. 23. xyxy=(846,558,1108,574)
directory-entry: — Rosa, Wäschewr.-Erz., XVI/2 Thaliastr. 35. xyxy=(1251,1399,1557,1415)
directory-entry: — Rudolf, Beamter, XII/1 Bonng. 65. xyxy=(36,177,286,193)
directory-entry: — Josef, Krim.-Beamt.-Inspekt., XIV. Holocher- xyxy=(36,1287,355,1304)
directory-entry: — Karl, Schuhwr.-Erz., III. Koloniyg. 2. xyxy=(1251,701,1517,717)
directory-column-2 xyxy=(430,66,819,2198)
directory-entry: — Gustav, Oberst a. D., VII. Piaristeng. 10. xyxy=(441,1129,734,1145)
